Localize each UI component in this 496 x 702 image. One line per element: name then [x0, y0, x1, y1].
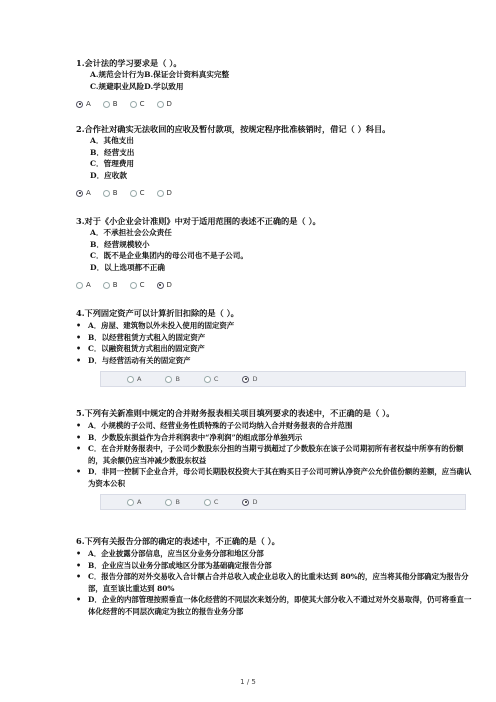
answer-choice-d[interactable]: D: [242, 498, 257, 506]
answer-choice-b[interactable]: B: [103, 100, 118, 108]
option-a: A.规范会计行为: [90, 70, 145, 79]
option-c: C.规避职业风险: [90, 81, 145, 91]
option-list: [76, 320, 476, 366]
question-1: [76, 58, 476, 110]
option-d: • D．与经营活动有关的固定资产: [76, 355, 476, 367]
radio-icon[interactable]: [130, 190, 137, 197]
question-3: [76, 216, 476, 291]
answer-radio-group: [76, 187, 476, 199]
option-list: [76, 548, 476, 617]
radio-icon[interactable]: [103, 101, 110, 108]
answer-radio-group: [76, 98, 476, 110]
answer-choice-c[interactable]: C: [130, 189, 145, 197]
answer-choice-c[interactable]: C: [130, 100, 145, 108]
option-b: • B．企业应当以业务分部或地区分部为基础确定报告分部: [76, 560, 476, 572]
radio-selected-icon[interactable]: [76, 101, 83, 108]
option-d: • D．非同一控制下企业合并，母公司长期股权投资大于其在购买日子公司可辨认净资产公允价值份额的差额，应当确认为资本公积: [76, 466, 476, 489]
answer-radio-group: [100, 494, 466, 510]
answer-choice-a[interactable]: A: [127, 375, 141, 383]
page-number: 1 / 5: [240, 678, 256, 686]
answer-choice-a[interactable]: A: [76, 189, 91, 197]
question-stem: 3.对于《小企业会计准则》中对于适用范围的表述不正确的是（ ）。: [76, 216, 321, 226]
radio-icon[interactable]: [76, 282, 83, 289]
radio-icon[interactable]: [103, 282, 110, 289]
radio-icon[interactable]: [130, 101, 137, 108]
answer-choice-d[interactable]: D: [242, 375, 257, 383]
question-stem: 2.合作社对确实无法收回的应收及暂付款项，按规定程序批准核销时，借记（ ）科目。: [76, 124, 391, 134]
option-c: • C．以融资租赁方式租出的固定资产: [76, 343, 476, 355]
option-a: • A．房屋、建筑物以外未投入使用的固定资产: [76, 320, 476, 332]
option-d: D．以上选项都不正确: [90, 262, 165, 272]
radio-icon[interactable]: [204, 499, 211, 506]
option-a: A．其他支出: [90, 136, 134, 145]
option-d: • D．企业的内部管理按照垂直一体化经营的不同层次来划分的，即使其大部分收入不通过对外交易取得，仍可将垂直一体化经营的不同层次确定为独立的报告业务分部: [76, 594, 476, 617]
radio-icon[interactable]: [165, 499, 172, 506]
answer-radio-group: [76, 279, 476, 291]
option-b: B.保证会计资料真实完整: [144, 70, 230, 79]
option-c: C．管理费用: [90, 159, 135, 168]
radio-icon[interactable]: [157, 190, 164, 197]
question-stem: 6.下列有关报告分部的确定的表述中，不正确的是（ ）。: [76, 536, 280, 546]
option-a: A．不承担社会公众责任: [90, 228, 172, 237]
question-5: [76, 408, 476, 510]
question-2: [76, 124, 476, 199]
question-stem: 5.下列有关新准则中规定的合并财务报表相关项目填列要求的表述中，不正确的是（ ）。: [76, 408, 395, 418]
option-row: [76, 69, 476, 81]
answer-choice-b[interactable]: B: [103, 189, 118, 197]
option-b: B．经营规模较小: [90, 239, 150, 249]
option-c: C．既不是企业集团内的母公司也不是子公司。: [90, 251, 248, 260]
answer-choice-c[interactable]: C: [130, 281, 145, 289]
option-b: B．经营支出: [90, 147, 135, 157]
answer-choice-d[interactable]: D: [157, 100, 172, 108]
radio-selected-icon[interactable]: [157, 282, 164, 289]
question-6: [76, 536, 476, 617]
option-d: D.学以致用: [144, 81, 184, 91]
answer-choice-b[interactable]: B: [103, 281, 118, 289]
answer-radio-group: [100, 371, 466, 387]
radio-selected-icon[interactable]: [242, 376, 249, 383]
answer-choice-c[interactable]: C: [204, 498, 219, 506]
answer-choice-a[interactable]: A: [76, 281, 91, 289]
question-stem: 1.会计法的学习要求是（ ）。: [76, 58, 182, 68]
option-d: D．应收款: [90, 170, 127, 180]
answer-choice-b[interactable]: B: [165, 375, 179, 383]
radio-selected-icon[interactable]: [76, 190, 83, 197]
answer-choice-d[interactable]: D: [157, 189, 172, 197]
radio-icon[interactable]: [127, 376, 134, 383]
radio-icon[interactable]: [157, 101, 164, 108]
option-c: • C．在合并财务报表中，子公司少数股东分担的当期亏损超过了少数股东在该子公司期初所有者权益中所享有的份额的，其余额仍应当冲减少数股东权益: [76, 443, 476, 466]
answer-choice-d[interactable]: D: [157, 281, 172, 289]
answer-choice-c[interactable]: C: [204, 375, 219, 383]
radio-icon[interactable]: [127, 499, 134, 506]
option-a: • A．企业披露分部信息，应当区分业务分部和地区分部: [76, 548, 476, 560]
option-a: • A．小规模的子公司、经营业务性质特殊的子公司均纳入合并财务报表的合并范围: [76, 420, 476, 432]
radio-icon[interactable]: [130, 282, 137, 289]
question-4: [76, 308, 476, 387]
option-b: • B．以经营租赁方式租入的固定资产: [76, 332, 476, 344]
answer-choice-a[interactable]: A: [127, 498, 141, 506]
answer-choice-b[interactable]: B: [165, 498, 179, 506]
option-row: [76, 81, 476, 93]
question-stem: 4.下列固定资产可以计算折旧扣除的是（ ）。: [76, 308, 239, 318]
radio-icon[interactable]: [204, 376, 211, 383]
option-c: • C．报告分部的对外交易收入合计额占合并总收入或企业总收入的比重未达到 80%的，应当将其他分部确定为报告分部，直至该比重达到 80%: [76, 571, 476, 594]
answer-choice-a[interactable]: A: [76, 100, 91, 108]
radio-icon[interactable]: [165, 376, 172, 383]
radio-selected-icon[interactable]: [242, 499, 249, 506]
option-list: [76, 420, 476, 489]
radio-icon[interactable]: [103, 190, 110, 197]
option-b: • B．少数股东损益作为合并利润表中“净利润”的组成部分单独列示: [76, 432, 476, 444]
